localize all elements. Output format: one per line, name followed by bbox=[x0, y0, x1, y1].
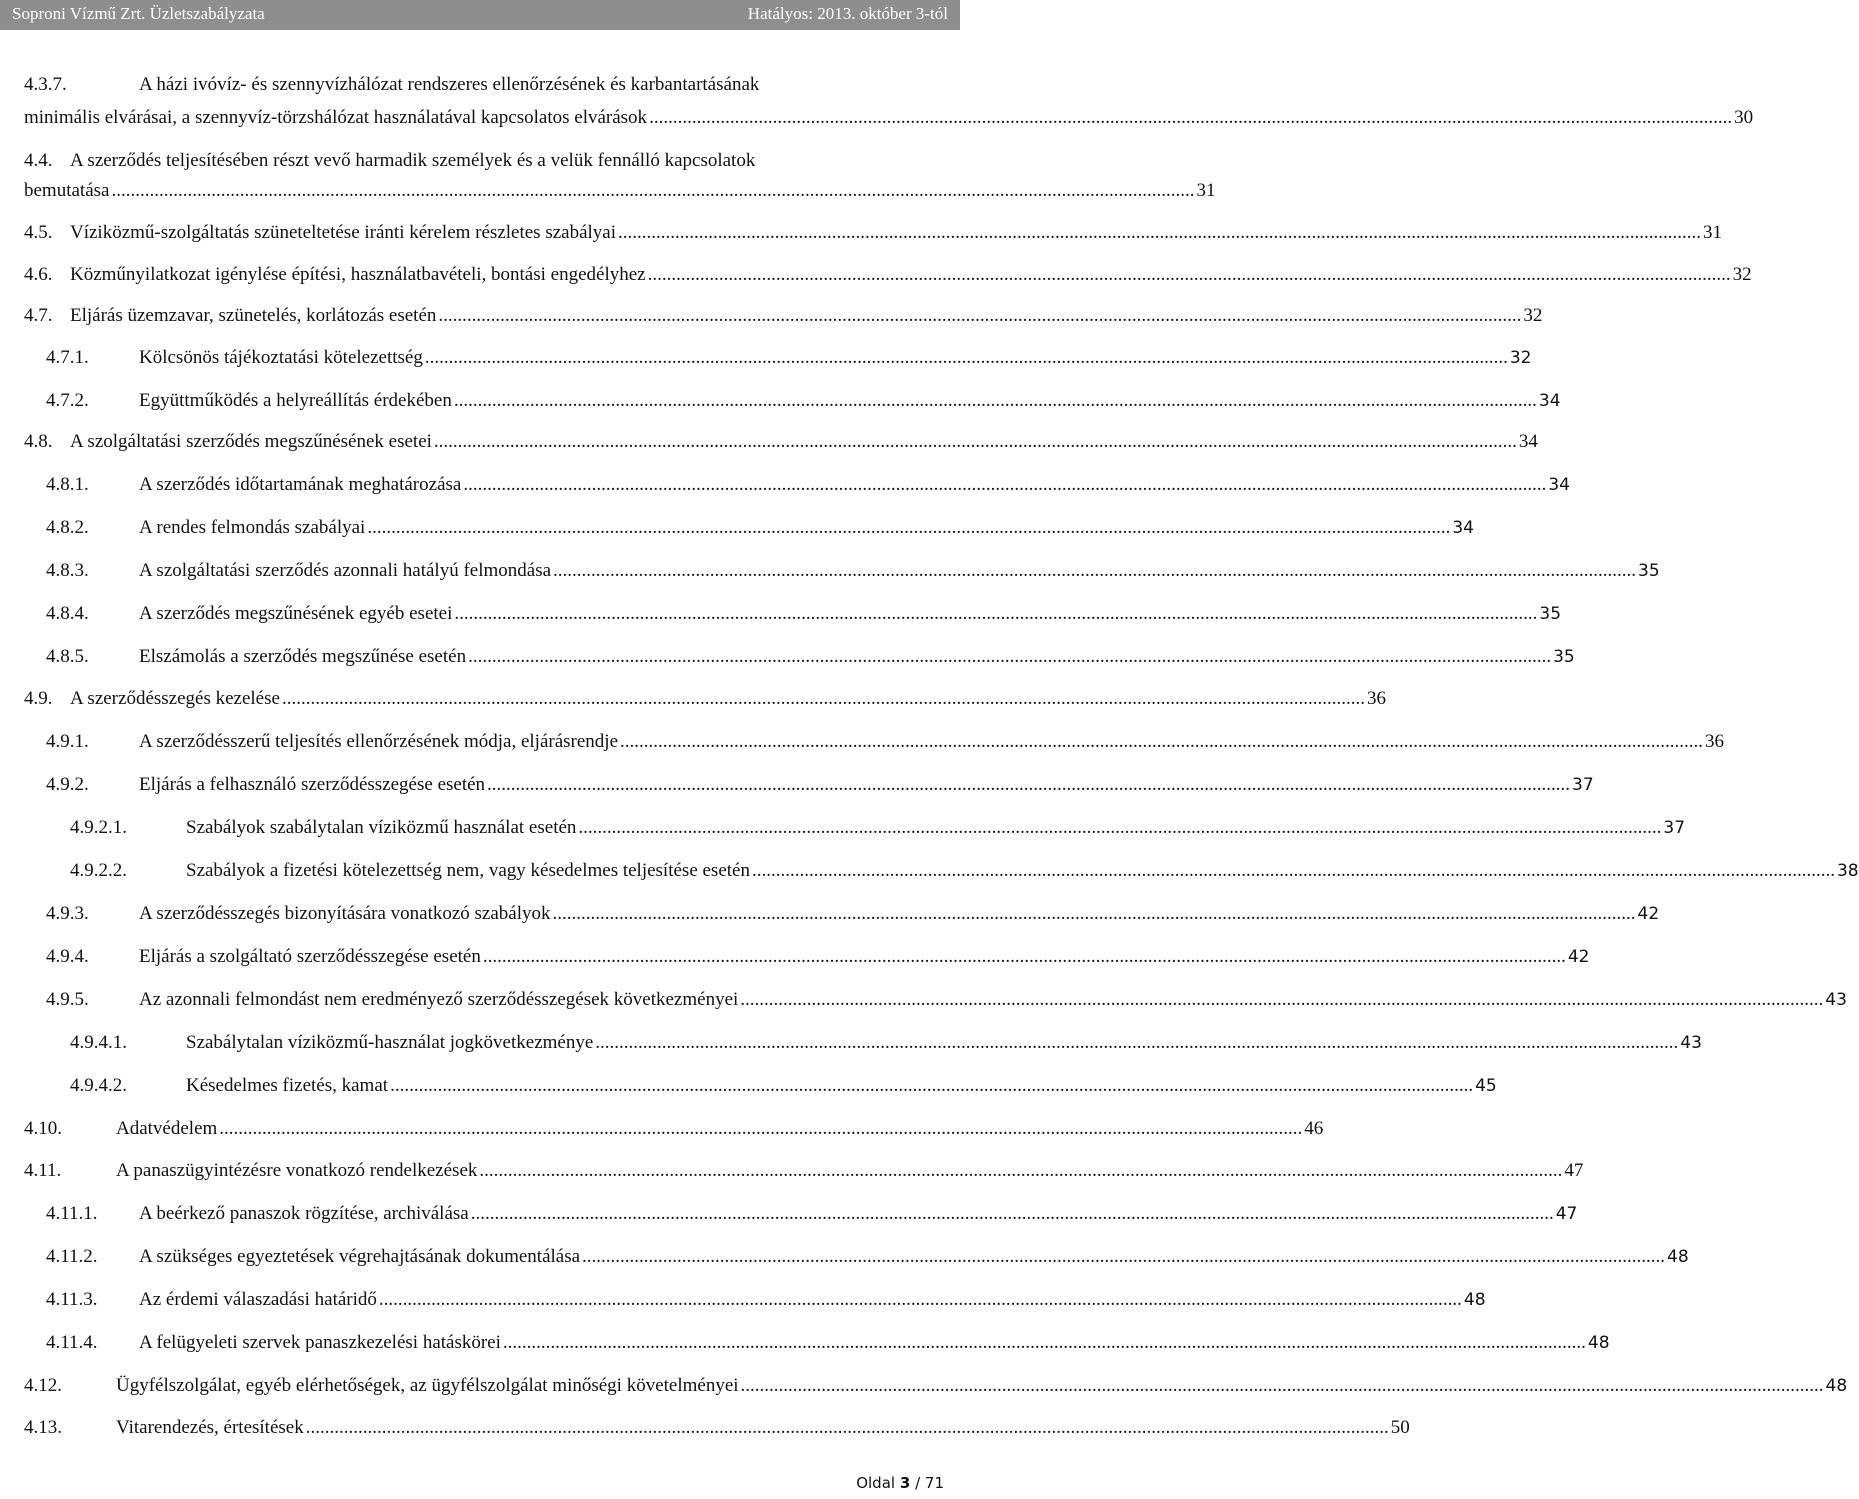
toc-entry-page: 50 bbox=[1390, 1417, 1410, 1438]
toc-entry[interactable] bbox=[24, 301, 1543, 331]
toc-entry-number: 4.9.1. bbox=[46, 731, 89, 752]
toc-entry-title: Szabályok szabálytalan víziközmű használat esetén bbox=[186, 817, 577, 838]
toc-leader-dots bbox=[752, 856, 1835, 886]
toc-leader-dots bbox=[483, 942, 1566, 972]
toc-leader-dots bbox=[463, 470, 1546, 500]
toc-entry-page: 37 bbox=[1663, 818, 1686, 838]
toc-leader-dots bbox=[282, 684, 1365, 714]
toc-entry-page: 47 bbox=[1555, 1204, 1578, 1224]
toc-entry-number: 4.9.4.1. bbox=[70, 1032, 127, 1053]
toc-entry-page: 34 bbox=[1538, 391, 1561, 411]
toc-entry-title: Az érdemi válaszadási határidő bbox=[139, 1289, 377, 1310]
toc-entry-page: 35 bbox=[1638, 561, 1660, 581]
toc-entry-page: 42 bbox=[1567, 947, 1590, 967]
toc-entry[interactable] bbox=[24, 176, 1216, 206]
toc-entry[interactable] bbox=[70, 1071, 1497, 1101]
toc-entry[interactable] bbox=[46, 642, 1575, 672]
toc-entry-page: 48 bbox=[1587, 1333, 1610, 1353]
toc-entry-title: A szerződésszegés kezelése bbox=[70, 688, 280, 709]
toc-leader-dots bbox=[620, 727, 1703, 757]
toc-entry-title: Kölcsönös tájékoztatási kötelezettség bbox=[139, 347, 423, 368]
toc-entry[interactable] bbox=[46, 386, 1561, 416]
toc-entry-page: 36 bbox=[1366, 688, 1386, 709]
toc-entry[interactable] bbox=[70, 856, 1859, 886]
toc-entry-number: 4.9.4. bbox=[46, 946, 89, 967]
toc-leader-dots bbox=[111, 176, 1194, 206]
toc-leader-dots bbox=[582, 1242, 1665, 1272]
toc-entry[interactable] bbox=[46, 985, 1847, 1015]
toc-entry-page: 48 bbox=[1825, 1376, 1848, 1396]
footer-page-label: Oldal bbox=[856, 1474, 896, 1492]
toc-leader-dots bbox=[434, 427, 1517, 457]
toc-entry-title-line1: A házi ivóvíz- és szennyvízhálózat rendszeres ellenőrzésének és karbantartásának bbox=[139, 74, 760, 95]
toc-leader-dots bbox=[367, 513, 1450, 543]
toc-entry-number: 4.9.4.2. bbox=[70, 1075, 127, 1096]
toc-entry-number: 4.8.5. bbox=[46, 646, 89, 667]
toc-entry-title: Adatvédelem bbox=[116, 1118, 218, 1139]
toc-entry[interactable] bbox=[46, 556, 1660, 586]
toc-entry[interactable] bbox=[46, 727, 1725, 757]
toc-entry-number: 4.9.5. bbox=[46, 989, 89, 1010]
toc-entry-number: 4.9. bbox=[24, 688, 53, 709]
toc-entry-page: 47 bbox=[1564, 1160, 1584, 1181]
toc-entry-page: 42 bbox=[1637, 904, 1660, 924]
toc-entry[interactable] bbox=[46, 1285, 1486, 1315]
toc-entry[interactable] bbox=[24, 1156, 1584, 1186]
toc-leader-dots bbox=[438, 301, 1521, 331]
toc-entry[interactable] bbox=[46, 343, 1532, 373]
toc-leader-dots bbox=[553, 556, 1636, 586]
toc-entry-page: 34 bbox=[1452, 518, 1474, 538]
toc-entry-number: 4.7.1. bbox=[46, 347, 89, 368]
toc-leader-dots bbox=[468, 642, 1551, 672]
toc-entry-title: A panaszügyintézésre vonatkozó rendelkezések bbox=[116, 1160, 478, 1181]
toc-entry-title: Késedelmes fizetés, kamat bbox=[186, 1075, 389, 1096]
page-footer bbox=[856, 1474, 944, 1492]
toc-entry-number: 4.11. bbox=[24, 1160, 62, 1181]
toc-leader-dots bbox=[578, 813, 1661, 843]
toc-entry-page: 35 bbox=[1553, 647, 1575, 667]
toc-leader-dots bbox=[471, 1199, 1554, 1229]
toc-leader-dots bbox=[740, 985, 1823, 1015]
toc-entry-title: minimális elvárásai, a szennyvíz-törzshálózat használatával kapcsolatos elvárások bbox=[24, 107, 648, 128]
toc-entry-title: A szerződés időtartamának meghatározása bbox=[139, 474, 462, 495]
toc-entry-page: 34 bbox=[1548, 475, 1570, 495]
toc-entry-title: Eljárás üzemzavar, szünetelés, korlátozás esetén bbox=[70, 305, 437, 326]
toc-entry-title: bemutatása bbox=[24, 180, 110, 201]
toc-entry-title: A szerződés megszűnésének egyéb esetei bbox=[139, 603, 453, 624]
toc-entry-title: A szükséges egyeztetések végrehajtásának dokumentálása bbox=[139, 1246, 581, 1267]
toc-entry-title: A szolgáltatási szerződés megszűnésének esetei bbox=[70, 431, 432, 452]
toc-entry-page: 38 bbox=[1836, 861, 1859, 881]
toc-entry[interactable] bbox=[24, 1413, 1410, 1443]
toc-entry-page: 43 bbox=[1680, 1033, 1702, 1053]
toc-leader-dots bbox=[618, 218, 1701, 248]
toc-entry[interactable] bbox=[70, 1028, 1702, 1058]
toc-entry-number: 4.8. bbox=[24, 431, 53, 452]
toc-entry-title: Az azonnali felmondást nem eredményező szerződésszegések következményei bbox=[139, 989, 739, 1010]
toc-leader-dots bbox=[219, 1114, 1302, 1144]
toc-entry-number: 4.11.3. bbox=[46, 1289, 98, 1310]
toc-entry-title: A szerződésszegés bizonyítására vonatkozó szabályok bbox=[139, 903, 551, 924]
header-company-title: Soproni Vízmű Zrt. Üzletszabályzata bbox=[12, 4, 265, 23]
toc-entry-number: 4.4. bbox=[24, 150, 53, 171]
toc-leader-dots bbox=[479, 1156, 1562, 1186]
toc-entry-title-line1: A szerződés teljesítésében részt vevő harmadik személyek és a velük fennálló kapcsolatok bbox=[70, 150, 756, 171]
toc-entry-page: 32 bbox=[1523, 305, 1543, 326]
toc-entry-number: 4.6. bbox=[24, 264, 53, 285]
toc-entry-number: 4.9.2.2. bbox=[70, 860, 127, 881]
toc-entry-number: 4.9.2. bbox=[46, 774, 89, 795]
toc-entry-title: A szerződésszerű teljesítés ellenőrzésének módja, eljárásrendje bbox=[139, 731, 619, 752]
toc-entry-number: 4.8.1. bbox=[46, 474, 89, 495]
toc-entry-number: 4.8.2. bbox=[46, 517, 89, 538]
toc-leader-dots bbox=[306, 1413, 1389, 1443]
toc-entry-number: 4.11.1. bbox=[46, 1203, 98, 1224]
toc-entry[interactable] bbox=[46, 470, 1570, 500]
toc-entry[interactable] bbox=[24, 103, 1754, 133]
toc-entry-title: A felügyeleti szervek panaszkezelési hatáskörei bbox=[139, 1332, 501, 1353]
toc-entry-title: A beérkező panaszok rögzítése, archiválása bbox=[139, 1203, 469, 1224]
toc-entry-page: 31 bbox=[1703, 222, 1723, 243]
toc-entry-number: 4.8.4. bbox=[46, 603, 89, 624]
toc-entry-number: 4.10. bbox=[24, 1118, 62, 1139]
toc-entry-number: 4.5. bbox=[24, 222, 53, 243]
toc-entry[interactable] bbox=[24, 427, 1538, 457]
toc-leader-dots bbox=[648, 260, 1731, 290]
toc-leader-dots bbox=[454, 599, 1537, 629]
toc-entry-page: 32 bbox=[1509, 348, 1532, 368]
toc-entry-number: 4.7. bbox=[24, 305, 53, 326]
toc-entry[interactable] bbox=[46, 770, 1594, 800]
footer-total-pages: 71 bbox=[924, 1474, 944, 1492]
toc-entry-number: 4.9.3. bbox=[46, 903, 89, 924]
toc-entry-title: A rendes felmondás szabályai bbox=[139, 517, 366, 538]
toc-entry[interactable] bbox=[24, 684, 1386, 714]
toc-entry-page: 32 bbox=[1732, 264, 1752, 285]
toc-entry-number: 4.12. bbox=[24, 1375, 62, 1396]
toc-entry-title: Szabálytalan víziközmű-használat jogkövetkezménye bbox=[186, 1032, 594, 1053]
toc-entry-page: 48 bbox=[1463, 1290, 1486, 1310]
toc-entry-title: Elszámolás a szerződés megszűnése esetén bbox=[139, 646, 467, 667]
footer-separator: / bbox=[915, 1474, 921, 1492]
toc-entry-page: 31 bbox=[1196, 180, 1216, 201]
toc-entry-page: 43 bbox=[1825, 990, 1847, 1010]
toc-entry[interactable] bbox=[46, 1199, 1578, 1229]
toc-entry-number: 4.11.4. bbox=[46, 1332, 98, 1353]
toc-entry[interactable] bbox=[46, 1242, 1689, 1272]
toc-entry[interactable] bbox=[46, 942, 1590, 972]
toc-entry-page: 35 bbox=[1539, 604, 1562, 624]
toc-entry[interactable] bbox=[46, 899, 1660, 929]
toc-entry-title: A szolgáltatási szerződés azonnali hatályú felmondása bbox=[139, 560, 552, 581]
toc-entry-number: 4.9.2.1. bbox=[70, 817, 127, 838]
toc-entry-page: 45 bbox=[1475, 1076, 1497, 1096]
toc-entry-page: 34 bbox=[1518, 431, 1538, 452]
toc-entry-number: 4.11.2. bbox=[46, 1246, 98, 1267]
toc-leader-dots bbox=[454, 386, 1537, 416]
toc-entry-title: Szabályok a fizetési kötelezettség nem, vagy késedelmes teljesítése esetén bbox=[186, 860, 750, 881]
toc-entry-title: Együttműködés a helyreállítás érdekében bbox=[139, 390, 452, 411]
toc-entry[interactable] bbox=[24, 1371, 1848, 1401]
toc-leader-dots bbox=[425, 343, 1508, 373]
toc-leader-dots bbox=[595, 1028, 1678, 1058]
toc-entry-title: Vitarendezés, értesítések bbox=[116, 1417, 304, 1438]
toc-leader-dots bbox=[649, 103, 1732, 133]
header-effective-date: Hatályos: 2013. október 3-tól bbox=[747, 4, 948, 23]
toc-entry[interactable] bbox=[24, 218, 1723, 248]
toc-entry-page: 46 bbox=[1304, 1118, 1324, 1139]
footer-current-page: 3 bbox=[899, 1474, 911, 1492]
toc-entry[interactable] bbox=[46, 1328, 1610, 1358]
toc-entry-page: 48 bbox=[1667, 1247, 1689, 1267]
toc-leader-dots bbox=[553, 899, 1636, 929]
toc-leader-dots bbox=[503, 1328, 1586, 1358]
toc-leader-dots bbox=[487, 770, 1570, 800]
toc-entry[interactable] bbox=[70, 813, 1686, 843]
toc-entry-number: 4.13. bbox=[24, 1417, 62, 1438]
toc-entry-page: 30 bbox=[1734, 107, 1754, 128]
toc-leader-dots bbox=[741, 1371, 1824, 1401]
toc-entry-title: Víziközmű-szolgáltatás szüneteltetése iránti kérelem részletes szabályai bbox=[70, 222, 617, 243]
toc-leader-dots bbox=[379, 1285, 1462, 1315]
toc-entry[interactable] bbox=[46, 599, 1562, 629]
toc-entry-title: Eljárás a felhasználó szerződésszegése esetén bbox=[139, 774, 486, 795]
toc-leader-dots bbox=[390, 1071, 1473, 1101]
toc-entry[interactable] bbox=[24, 1114, 1324, 1144]
toc-entry-title: Közműnyilatkozat igénylése építési, használatbavételi, bontási engedélyhez bbox=[70, 264, 646, 285]
toc-entry-title: Eljárás a szolgáltató szerződésszegése esetén bbox=[139, 946, 481, 967]
toc-entry-page: 36 bbox=[1705, 731, 1725, 752]
toc-entry-number: 4.8.3. bbox=[46, 560, 89, 581]
toc-entry-number: 4.7.2. bbox=[46, 390, 89, 411]
toc-entry[interactable] bbox=[24, 260, 1752, 290]
toc-entry-title: Ügyfélszolgálat, egyéb elérhetőségek, az ügyfélszolgálat minőségi követelményei bbox=[116, 1375, 739, 1396]
toc-entry[interactable] bbox=[46, 513, 1474, 543]
toc-entry-page: 37 bbox=[1572, 775, 1594, 795]
toc-entry-number: 4.3.7. bbox=[24, 74, 67, 95]
